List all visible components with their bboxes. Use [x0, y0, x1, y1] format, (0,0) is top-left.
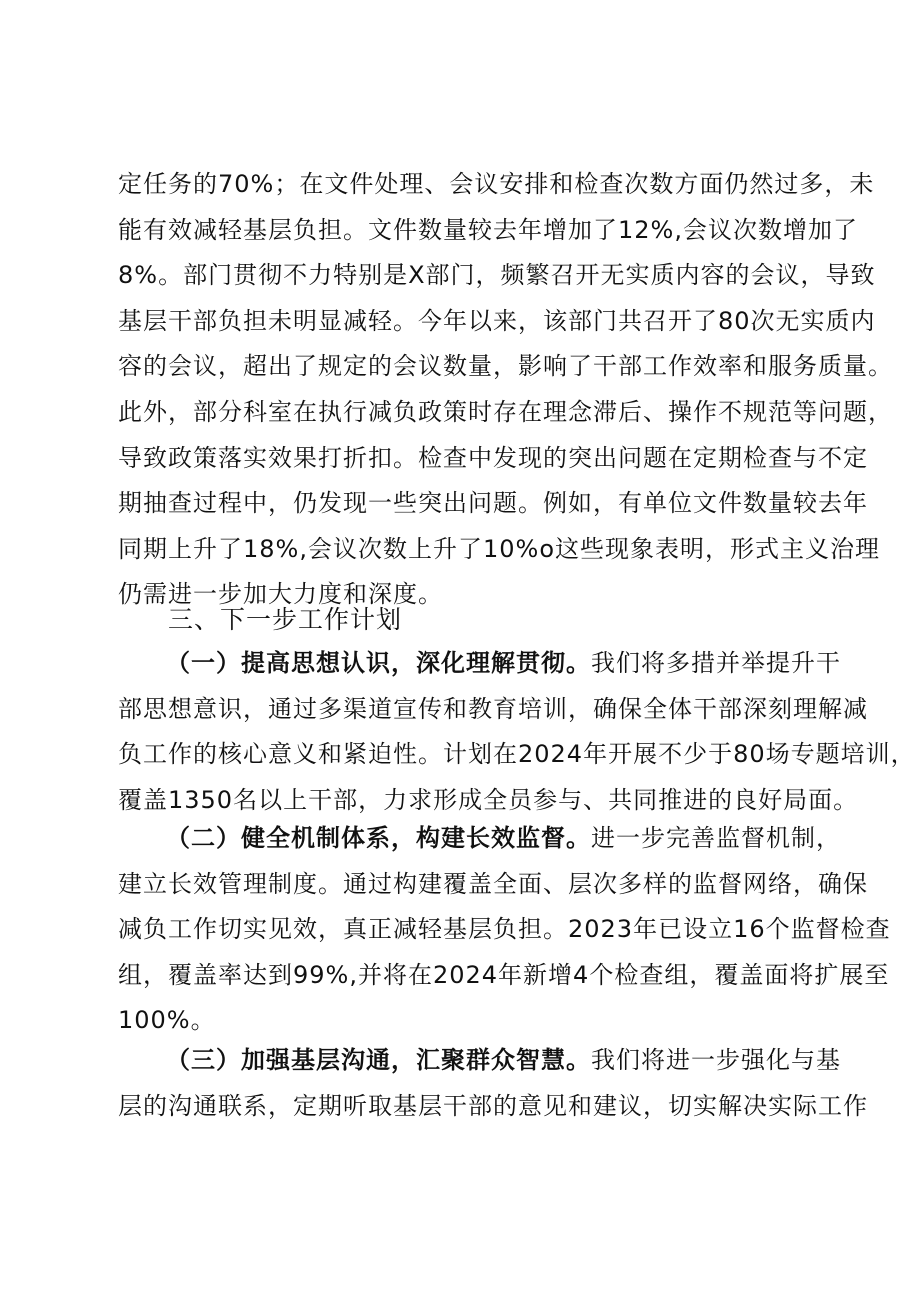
text-line: 导致政策落实效果打折扣。检查中发现的突出问题在定期检查与不定 [118, 443, 868, 472]
text-line: 定任务的70%；在文件处理、会议安排和检查次数方面仍然过多，未 [118, 170, 875, 198]
text-line: 8%。部门贯彻不力特别是X部门，频繁召开无实质内容的会议，导致 [118, 261, 876, 290]
paragraph-continued [118, 162, 893, 618]
plan-item-3 [118, 1038, 868, 1129]
text-line: 建立长效管理制度。通过构建覆盖全面、层次多样的监督网络，确保 [118, 869, 868, 898]
item-title: （三）加强基层沟通，汇聚群众智慧。 [166, 1046, 591, 1074]
text-line: 部思想意识，通过多渠道宣传和教育培训，确保全体干部深刻理解减 [118, 694, 868, 723]
text-line: 能有效减轻基层负担。文件数量较去年增加了12%,会议次数增加了 [118, 215, 858, 244]
text-line: 层的沟通联系，定期听取基层干部的意见和建议，切实解决实际工作 [118, 1091, 868, 1120]
text-line [118, 641, 841, 687]
item-text: 我们将多措并举提升干 [591, 649, 841, 677]
text-line: 此外，部分科室在执行减负政策时存在理念滞后、操作不规范等问题， [118, 397, 893, 426]
item-title: （二）健全机制体系，构建长效监督。 [166, 824, 591, 852]
text-line [118, 816, 841, 862]
item-text: 进一步完善监督机制， [591, 824, 841, 852]
text-line: 同期上升了18%,会议次数上升了10%o这些现象表明，形式主义治理 [118, 534, 880, 563]
text-line: 100%。 [118, 1006, 216, 1035]
text-line: 覆盖1350名以上干部，力求形成全员参与、共同推进的良好局面。 [118, 785, 859, 814]
text-line: 负工作的核心意义和紧迫性。计划在2024年开展不少于80场专题培训， [118, 740, 916, 769]
text-line: 减负工作切实见效，真正减轻基层负担。2023年已设立16个监督检查 [118, 915, 891, 944]
item-title: （一）提高思想认识，深化理解贯彻。 [166, 649, 591, 677]
text-line: 仍需进一步加大力度和深度。 [118, 580, 443, 609]
text-line: 组，覆盖率达到99%,并将在2024年新增4个检查组，覆盖面将扩展至 [118, 960, 890, 989]
plan-item-2 [118, 816, 891, 1044]
text-line [118, 1038, 841, 1084]
text-line: 期抽查过程中，仍发现一些突出问题。例如，有单位文件数量较去年 [118, 489, 868, 518]
text-line: 基层干部负担未明显减轻。今年以来，该部门共召开了80次无实质内 [118, 306, 876, 335]
text-line: 容的会议，超出了规定的会议数量，影响了干部工作效率和服务质量。 [118, 352, 893, 381]
item-text: 我们将进一步强化与基 [591, 1046, 841, 1074]
plan-item-1 [118, 641, 916, 823]
section-heading: 三、下一步工作计划 [168, 605, 403, 634]
